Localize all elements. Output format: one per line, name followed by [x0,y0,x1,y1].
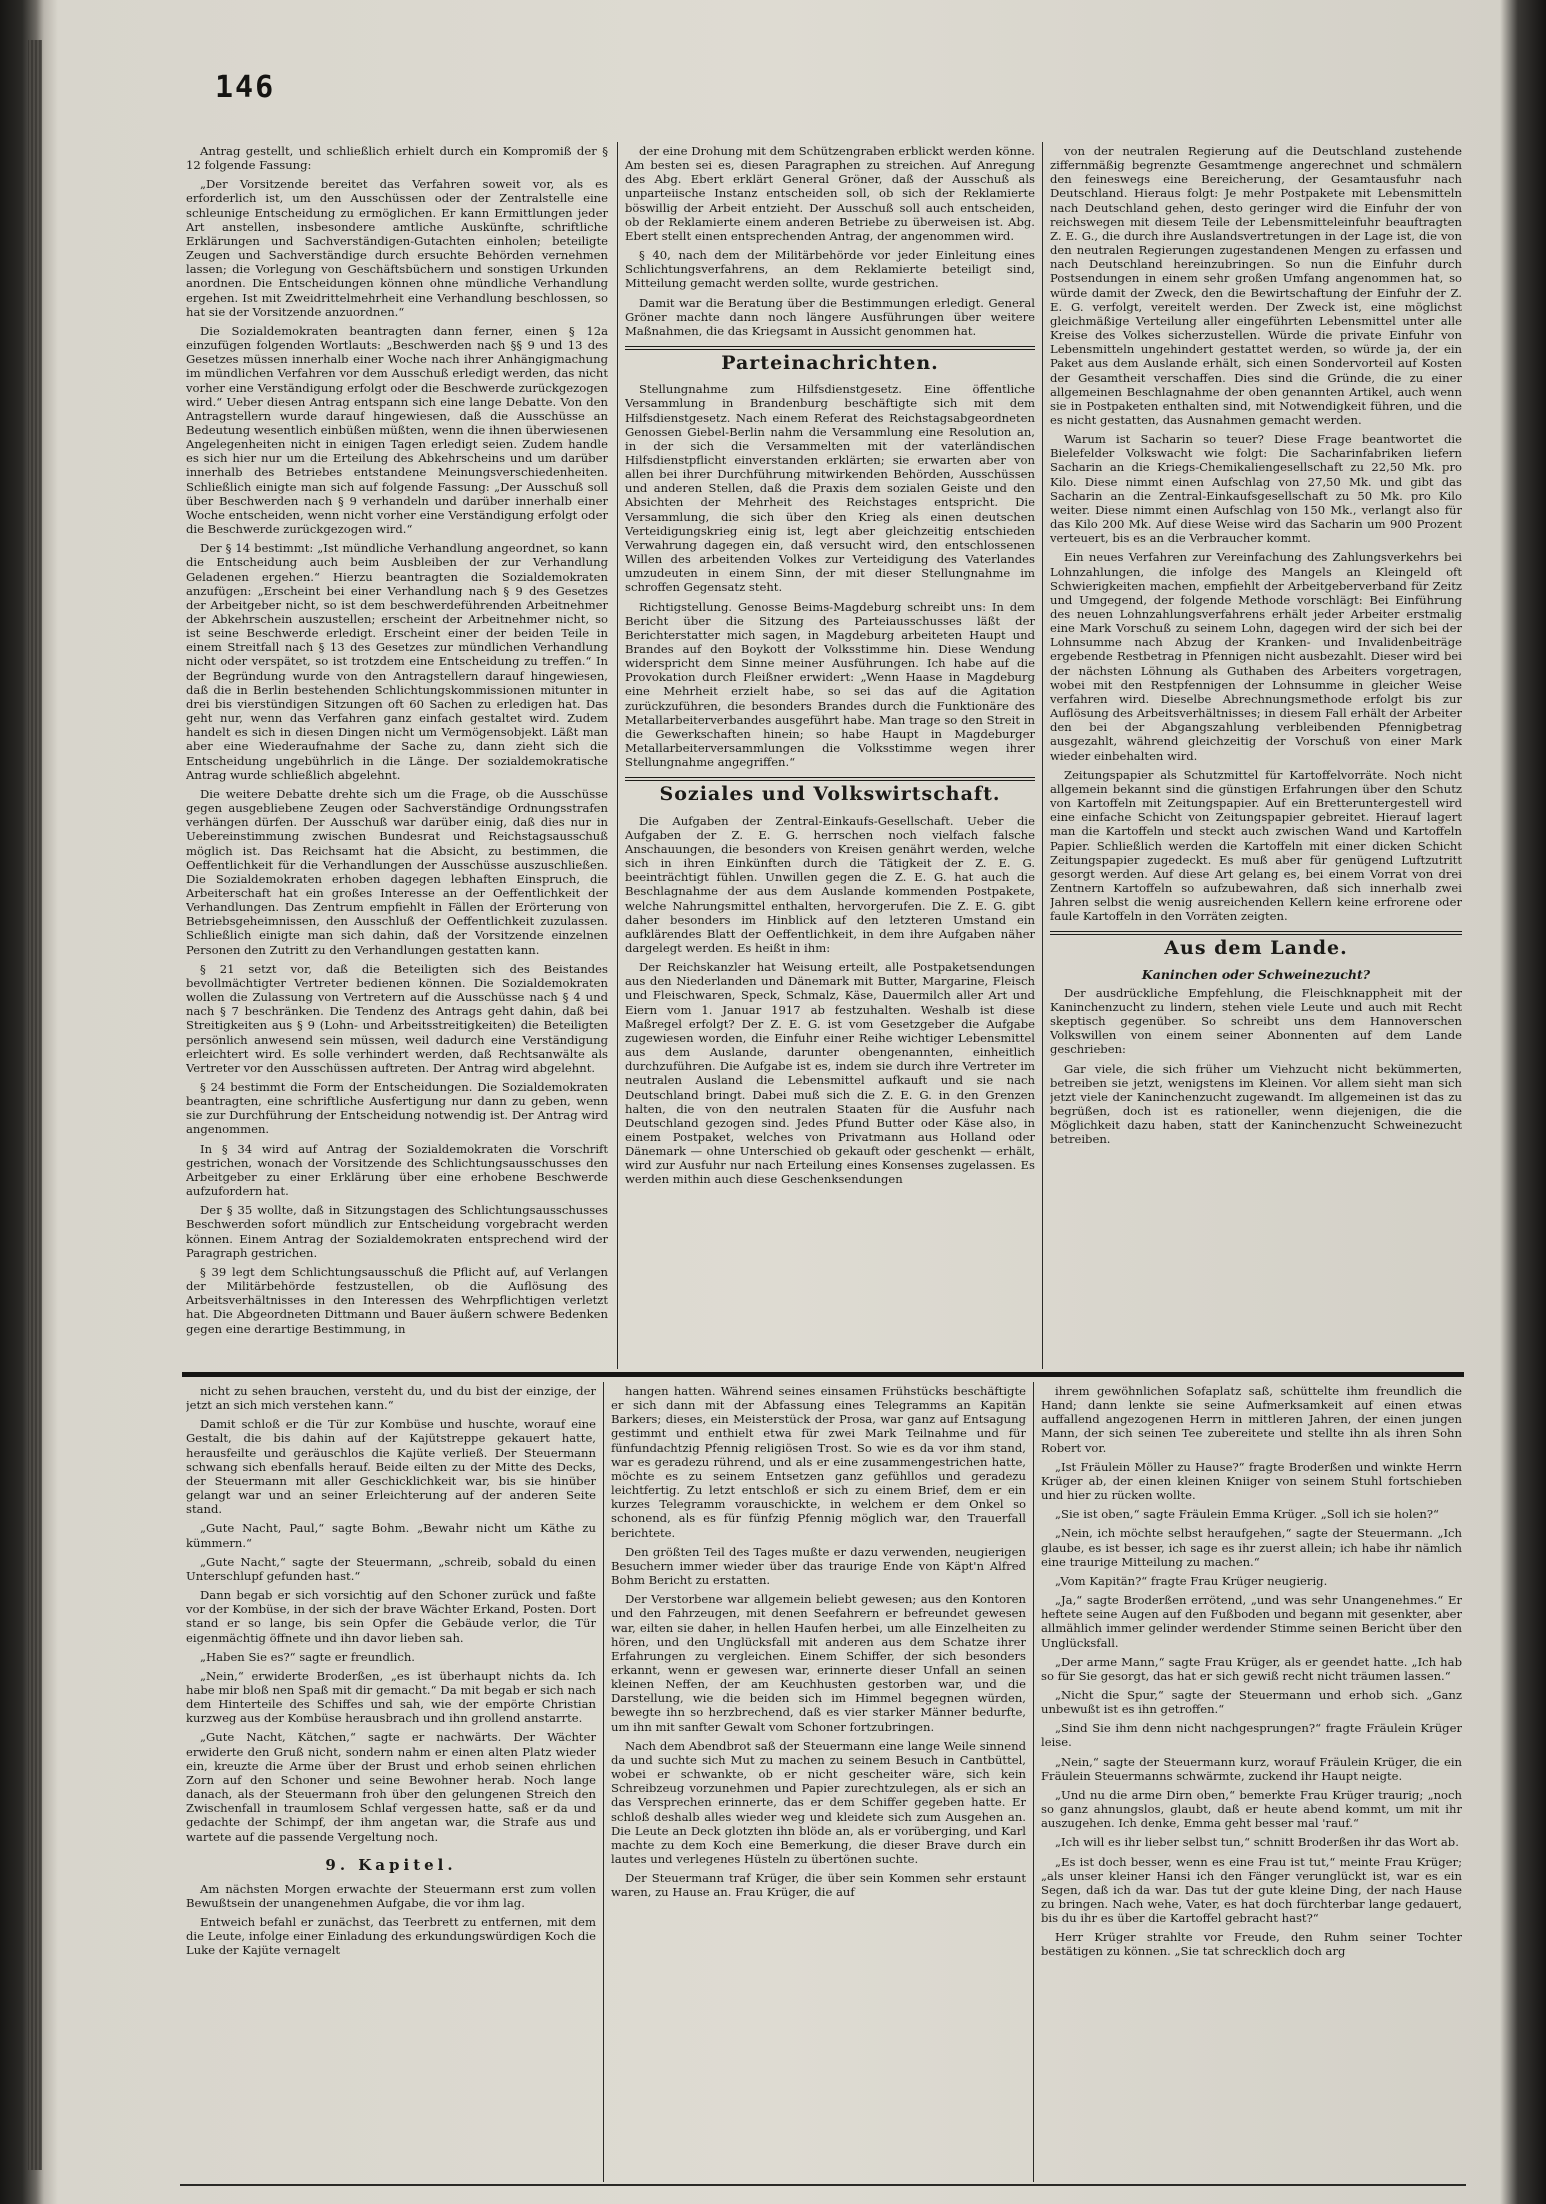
feuilleton-paragraph: „Nicht die Spur,“ sagte der Steuermann und erhob sich. „Ganz unbewußt ist es ihn getroffen.“ [1041,1687,1462,1717]
feuilleton-paragraph: Am nächsten Morgen erwachte der Steuermann erst zum vollen Bewußtsein der unangenehmen Aufgabe, die vor ihm lag. [186,1881,596,1910]
feuilleton-paragraph: Nach dem Abendbrot saß der Steuermann eine lange Weile sinnend da und suchte sich Mut zu machen zu seinem Besuch in Cantbüttel, wobei er schwankte, ob er nicht gescheiter wäre, sich kein Schreibzeug vorzunehmen und Papier zurechtzulegen, als er sich an das Versprechen erinnerte, das er dem Schiffer gegeben hatte. Er schloß deshalb alles wieder weg und kleidete sich zum Ausgehen an. Die Leute an Deck glotzten ihn blöde an, als er vorüberging, und Karl machte zu dem Koch eine Bemerkung, die dieser Brave durch ein lautes und verlegenes Hüsteln zu übertönen suchte. [611,1738,1026,1866]
column-rule-2 [1042,142,1043,1369]
column-rule-3 [603,1382,604,2182]
feuilleton-paragraph: „Haben Sie es?“ sagte er freundlich. [200,1649,415,1664]
col1-paragraph: § 24 bestimmt die Form der Entscheidungen. Die Sozialdemokraten beantragten, eine schriftliche Ausfertigung nur dann zu geben, wenn sie zur Durchführung der Entscheidung notwendig ist. Der Antrag wird angenommen. [186,1080,608,1137]
page-number: 146 [215,70,276,105]
col2-paragraph: § 40, nach dem der Militärbehörde vor jeder Einleitung eines Schlichtungsverfahrens, an dem Reklamierte beteiligt sind, Mitteilung gemacht werden sollte, wurde gestrichen. [625,248,1035,291]
chapter-heading: 9. Kapitel. [325,1855,457,1874]
section-heading-from-the-country: Aus dem Lande. [1050,931,1462,959]
col3-paragraph: Gar viele, die sich früher um Viehzucht nicht bekümmerten, betreiben sie jetzt, wenigstens im Kleinen. Vor allem sieht man sich jetzt viele der Kaninchenzucht zugewandt. Im allgemeinen ist das zu begrüßen, doch ist es rationeller, wenn diejenigen, die die Möglichkeit dazu haben, statt der Kaninchenzucht Schweinezucht betreiben. [1050,1061,1462,1147]
feuilleton-column-1 [186,1384,596,2182]
col1-paragraph: § 39 legt dem Schlichtungsausschuß die Pflicht auf, auf Verlangen der Militärbehörde festzustellen, ob die Auflösung des Arbeitsverhältnisses in den Interessen des Wehrpflichtigen verletzt hat. Die Abgeordneten Dittmann und Bauer äußern schwere Bedenken gegen eine derartige Bestimmung, in [186,1264,608,1336]
col2-paragraph: Stellungnahme zum Hilfsdienstgesetz. Eine öffentliche Versammlung in Brandenburg beschäftigte sich mit dem Hilfsdienstgesetz. Nach einem Referat des Reichstagsabgeordneten Genossen Giebel-Berlin nahm die Versammlung eine Resolution an, in der sich die Versammelten mit der vaterländischen Hilfsdienstpflicht einverstanden erklärten; sie erwarten aber von allen bei ihrer Durchführung mitwirkenden Behörden, Ausschüssen und anderen Stellen, daß die Praxis dem sozialen Geiste und den Absichten der Mehrheit des Reichstages entspricht. Die Versammlung, die sich über den Krieg als einen deutschen Verteidigungskrieg einig ist, legt aber gleichzeitig entschieden Verwahrung dagegen ein, daß versucht wird, den entschlossenen Willen des arbeitenden Volkes zur Verteidigung des Vaterlandes umzudeuten in einem Sinn, der mit dieser Stellungnahme im schroffen Gegensatz steht. [625,382,1035,595]
feuilleton-paragraph: „Nein,“ sagte der Steuermann kurz, worauf Fräulein Krüger, die ein Fräulein Steuermanns schwärmte, zuckend ihr Haupt neigte. [1041,1754,1462,1783]
col1-paragraph: „Der Vorsitzende bereitet das Verfahren soweit vor, als es erforderlich ist, um den Ausschüssen oder der Zentralstelle eine schleunige Entscheidung zu ermöglichen. Er kann Ermittlungen jeder Art anstellen, insbesondere amtliche Auskünfte, schriftliche Erklärungen und Sachverständigen-Gutachten einholen; beteiligte Zeugen und Sachverständige durch ersuchte Behörden vernehmen lassen; die Vorlegung von Geschäftsbüchern und sonstigen Urkunden anordnen. Die Entscheidungen können ohne mündliche Verhandlung ergehen. Ist mit Zweidrittelmehrheit eine Verhandlung beschlossen, so hat sie der Vorsitzende anzuordnen.“ [186,177,608,319]
col1-paragraph: Die Sozialdemokraten beantragten dann ferner, einen § 12a einzufügen folgenden Wortlauts: „Beschwerden nach §§ 9 und 13 des Gesetzes müssen innerhalb einer Woche nach ihrer Anhängigmachung im mündlichen Verfahren vor dem Ausschuß erledigt werden, das nicht vorher eine Verständigung erfolgt oder die Beschwerde zurückgezogen wird.“ Ueber diesen Antrag entspann sich eine lange Debatte. Von den Antragstellern wurde darauf hingewiesen, daß die Ausschüsse an Bedeutung wesentlich einbüßen müßten, wenn die ihnen überwiesenen Angelegenheiten nicht in einigen Tagen erledigt seien. Zudem handle es sich hier nur um die Erteilung des Abkehrscheins und um darüber innerhalb des Betriebes entstandene Meinungsverschiedenheiten. Schließlich einigte man sich auf folgende Fassung: „Der Ausschuß soll über Beschwerden nach § 9 verhandeln und darüber innerhalb einer Woche entscheiden, wenn nicht vorher eine Verständigung erfolgt oder die Beschwerde zurückgezogen wird.“ [186,323,608,537]
section-heading-party-news: Parteinachrichten. [625,346,1035,374]
feuilleton-paragraph: „Gute Nacht, Kätchen,“ sagte er nachwärts. Der Wächter erwiderte den Gruß nicht, sondern nahm er einen alten Platz wieder ein, kreuzte die Arme über der Brust und erhob seinen ehrlichen Zorn auf den Schoner und seine Bewohner herab. Noch lange danach, als der Steuermann froh über den gelungenen Streich den Zwischenfall in traumlosem Schlaf vergessen hatte, saß er da und gedachte der Schimpf, der ihm angetan war, die Strafe aus und wartete auf die passende Vergeltung noch. [186,1730,596,1844]
col2-paragraph: Die Aufgaben der Zentral-Einkaufs-Gesellschaft. Ueber die Aufgaben der Z. E. G. herrschen noch vielfach falsche Anschauungen, die besonders von Kreisen genährt werden, welche sich in ihren Einkünften durch die Tätigkeit der Z. E. G. beeinträchtigt fühlen. Unwillen gegen die Z. E. G. hat auch die Beschlagnahme der aus dem Auslande kommenden Postpakete, welche Nahrungsmittel enthalten, hervorgerufen. Die Z. E. G. gibt daher besonders im Hinblick auf den letzteren Umstand ein aufklärendes Blatt der Oeffentlichkeit, in dem ihre Aufgaben näher dargelegt werden. Es heißt in ihm: [625,813,1035,955]
col2-paragraph: Richtigstellung. Genosse Beims-Magdeburg schreibt uns: In dem Bericht über die Sitzung des Parteiausschusses läßt der Berichterstatter mich sagen, in Magdeburg arbeiteten Haupt und Brandes auf den Boykott der Volksstimme hin. Diese Wendung widerspricht dem Sinne meiner Ausführungen. Ich habe auf die Provokation durch Fleißner erwidert: „Wenn Haase in Magdeburg eine Mehrheit erzielt habe, so sei das auf die Agitation zurückzuführen, die besonders Brandes durch die Funktionäre des Metallarbeiterverbandes ausgeführt habe. Man trage so den Streit in die Gewerkschaften hinein; so habe Haupt in Magdeburger Metallarbeiterversammlungen die Volksstimme wegen ihrer Stellungnahme angegriffen.“ [625,599,1035,770]
feuilleton-paragraph: „Ich will es ihr lieber selbst tun,“ schnitt Broderßen ihr das Wort ab. [1055,1835,1459,1850]
feuilleton-paragraph: nicht zu sehen brauchen, versteht du, und du bist der einzige, der jetzt an sich mich verstehen kann.“ [186,1384,596,1413]
feuilleton-paragraph: „Es ist doch besser, wenn es eine Frau ist tut,“ meinte Frau Krüger; „als unser kleiner Hansi ich den Fänger verunglückt ist, war es ein Segen, daß ich da war. Das tut der gute kleine Ding, der nach Hause zu bringen. Nach wehe, Vater, es hat doch fürchterbar lange gedauert, bis du ihr es über die Kartoffel gebracht hast?“ [1041,1854,1462,1926]
feuilleton-paragraph: ihrem gewöhnlichen Sofaplatz saß, schüttelte ihm freundlich die Hand; dann lenkte sie seine Aufmerksamkeit auf einen etwas auffallend angezogenen Herrn in mittleren Jahren, der einen jungen Mann, der sich seinen Tee zubereitete und stellte ihn als ihren Sohn Robert vor. [1041,1384,1462,1455]
article-subheading: Kaninchen oder Schweinezucht? [1141,966,1371,982]
col2-paragraph: der eine Drohung mit dem Schützengraben erblickt werden könne. Am besten sei es, diesen Paragraphen zu streichen. Auf Anregung des Abg. Ebert erklärt General Gröner, daß der Ausschuß als unparteiische Instanz entscheiden soll, ob sich der Reklamierte böswillig der Arbeit entzieht. Der Ausschuß soll auch entscheiden, ob der Reklamierte einem anderen Betriebe zu überweisen ist. Abg. Ebert stellt einen entsprechenden Antrag, der angenommen wird. [625,144,1035,243]
column-1 [186,144,608,1368]
feuilleton-paragraph: Damit schloß er die Tür zur Kombüse und huschte, worauf eine Gestalt, die bis dahin auf der Kajütstreppe gekauert hatte, herausfeilte und geräuschlos die Kajüte verließ. Der Steuermann schwang sich ebenfalls herauf. Beide eilten zu der Mitte des Decks, der Steuermann mit aller Geschicklichkeit war, bis sie hinüber gelangt war und an seiner Erleichterung auf der anderen Seite stand. [186,1417,596,1517]
column-rule-4 [1033,1382,1034,2182]
col2-paragraph: Der Reichskanzler hat Weisung erteilt, alle Postpaketsendungen aus den Niederlanden und Dänemark mit Butter, Margarine, Fleisch und Fleischwaren, Speck, Schmalz, Käse, Dauermilch aller Art und Eiern vom 1. Januar 1917 ab festzuhalten. Weshalb ist diese Maßregel erfolgt? Der Z. E. G. ist vom Gesetzgeber die Aufgabe zugewiesen worden, die Einfuhr einer Reihe wichtiger Lebensmittel aus dem Auslande, darunter obengenannten, einheitlich durchzuführen. Die Aufgabe ist es, indem sie durch ihre Vertreter im neutralen Ausland die Lebensmittel aufkauft und sie nach Deutschland bringt. Dabei muß sich die Z. E. G. in den Grenzen halten, die von den neutralen Staaten für die Ausfuhr nach Deutschland gezogen sind. Jedes Pfund Butter oder Käse also, in einem Postpaket, welches von Privatmann aus Holland oder Dänemark — ohne Unterschied ob gekauft oder geschenkt — erhält, wird zur Ausfuhr nur nach Erteilung eines Konsenses zugelassen. Es werden mithin auch diese Geschenksendungen [625,960,1035,1187]
feuilleton-paragraph: „Und nu die arme Dirn oben,“ bemerkte Frau Krüger traurig; „noch so ganz ahnungslos, glaubt, daß er heute abend kommt, um mit ihr auszugehen. Ich denke, Emma geht besser mal 'rauf.“ [1041,1787,1462,1831]
feuilleton-paragraph: „Ist Fräulein Möller zu Hause?“ fragte Broderßen und winkte Herrn Krüger ab, der einen kleinen Kniiger von seinem Stuhl fortschieben und hier zu rücken wollte. [1041,1459,1462,1503]
feuilleton-paragraph: „Der arme Mann,“ sagte Frau Krüger, als er geendet hatte. „Ich hab so für Sie gesorgt, das hat er sich gewiß recht nicht träumen lassen.“ [1041,1654,1462,1683]
feuilleton-paragraph: „Gute Nacht, Paul,“ sagte Bohm. „Bewahr nicht um Käthe zu kümmern.“ [186,1521,596,1550]
binding-edge [28,40,42,2170]
feuilleton-paragraph: Der Steuermann traf Krüger, die über sein Kommen sehr erstaunt waren, zu Hause an. Frau Krüger, die auf [611,1871,1026,1900]
col1-paragraph: Die weitere Debatte drehte sich um die Frage, ob die Ausschüsse gegen ausgebliebene Zeugen oder Sachverständige Ordnungsstrafen verhängen dürfen. Der Ausschuß war darüber einig, daß dies nur in Uebereinstimmung zwischen Bundesrat und Reichstagsausschuß möglich ist. Das Reichsamt hat die Absicht, zu bestimmen, die Oeffentlichkeit für die Verhandlungen der Ausschüsse auszuschließen. Die Sozialdemokraten erhoben dagegen lebhaften Einspruch, die Arbeiterschaft hat ein großes Interesse an der Oeffentlichkeit der Verhandlungen. Das Zentrum empfiehlt in Fällen der Erörterung von Betriebsgeheimnissen, den Ausschluß der Oeffentlichkeit zuzulassen. Schließlich einigte man sich dahin, daß der Vorsitzende einzelnen Personen den Zutritt zu den Verhandlungen gestatten kann. [186,786,608,957]
feuilleton-paragraph: Der Verstorbene war allgemein beliebt gewesen; aus den Kontoren und den Fahrzeugen, mit denen Seefahrern er befreundet gewesen war, eilten sie daher, in hellen Haufen herbei, um alle Einzelheiten zu hören, und den Unglücksfall mit anderen aus dem Schatze ihrer Erfahrungen zu vergleichen. Einem Schiffer, der sich besonders erkannt, wenn er gewesen war, erinnerte dieser Unfall an seinen kleinen Neffen, der am Keuchhusten gestorben war, und die Darstellung, wie die beiden sich im Himmel begegnen würden, bewegte ihn so herzbrechend, daß es vier starker Männer bedurfte, um ihn mit sanfter Gewalt vom Schoner fortzubringen. [611,1592,1026,1734]
col2-paragraph: Damit war die Beratung über die Bestimmungen erledigt. General Gröner machte dann noch längere Ausführungen über weitere Maßnahmen, die das Kriegsamt in Aussicht genommen hat. [625,295,1035,338]
col1-paragraph: In § 34 wird auf Antrag der Sozialdemokraten die Vorschrift gestrichen, wonach der Vorsitzende des Schlichtungsausschusses den Arbeitgeber zu einer Erklärung über eine erhobene Beschwerde aufzufordern hat. [186,1141,608,1199]
feuilleton-paragraph: „Vom Kapitän?“ fragte Frau Krüger neugierig. [1055,1573,1328,1588]
col1-paragraph: Der § 14 bestimmt: „Ist mündliche Verhandlung angeordnet, so kann die Entscheidung auch beim Ausbleiben der zur Verhandlung Geladenen ergehen.“ Hierzu beantragten die Sozialdemokraten anzufügen: „Erscheint bei einer Verhandlung nach § 9 des Gesetzes der Arbeitgeber nicht, so ist dem beschwerdeführenden Arbeitnehmer der Abkehrschein auszustellen; erscheint der Arbeitnehmer nicht, so ist seine Beschwerde erledigt. Erscheint einer der beiden Teile in einem Streitfall nach § 13 des Gesetzes zur mündlichen Verhandlung nicht oder verspätet, so ist trotzdem eine Entscheidung zu treffen.“ In der Begründung wurde von den Antragstellern darauf hingewiesen, daß die in Berlin bestehenden Schlichtungskommissionen mitunter in drei bis vierstündigen Sitzungen oft 60 Sachen zu erledigen hat. Das geht nur, wenn das Verfahren ganz einfach gestaltet wird. Zudem handelt es sich in diesen Dingen nicht um Vermögensobjekt. Läßt man aber eine Wiederaufnahme der Sache zu, dann zieht sich die Entscheidung ungebührlich in die Länge. Der sozialdemokratische Antrag wurde schließlich abgelehnt. [186,541,608,782]
col3-paragraph: von der neutralen Regierung auf die Deutschland zustehende ziffernmäßig begrenzte Gesamtmenge angerechnet und schmälern den feineswegs eine Bereicherung, der Gesamtausfuhr nach Deutschland. Hieraus folgt: Je mehr Postpakete mit Lebensmitteln nach Deutschland gehen, desto geringer wird die Einfuhr der von reichswegen mit diesem Teile der Lebensmitteleinfuhr beauftragten Z. E. G., die durch ihre Auslandsvertretungen in der Lage ist, die von den neutralen Regierungen zugestandenen Mengen zu erfassen und nach Deutschland hereinzubringen. So nun die Einfuhr durch Postsendungen in einem sehr großen Umfang angenommen hat, so würde damit der Zweck, den die Bewirtschaftung der Einfuhr der Z. E. G. verfolgt, vereitelt werden. Der Zweck ist, eine möglichst gleichmäßige Verteilung aller eingeführten Lebensmittel unter alle Kreise des Volkes sicherzustellen. Würde die private Einfuhr von Lebensmitteln ungehindert gestattet werden, so würde ja, der ein Paket aus dem Auslande erhält, sich einen Sondervorteil auf Kosten der Gesamtheit verschaffen. Dies sind die Gründe, die zu einer allgemeinen Beschlagnahme der oben genannten Artikel, auch wenn sie in Postpaketen enthalten sind, mit Notwendigkeit führen, und die es nicht gestatten, das Ausnahmen gemacht werden. [1050,144,1462,427]
feuilleton-paragraph: „Nein,“ erwiderte Broderßen, „es ist überhaupt nichts da. Ich habe mir bloß nen Spaß mit dir gemacht.“ Da mit begab er sich nach dem Hinterteile des Schiffes und sah, wie der empörte Christian kurzweg aus der Kombüse herausbrach und ihn grollend anstarrte. [186,1668,596,1726]
col1-paragraph: § 21 setzt vor, daß die Beteiligten sich des Beistandes bevollmächtigter Vertreter bedienen können. Die Sozialdemokraten wollen die Zulassung von Vertretern auf die Ausschüsse nach § 4 und nach § 7 beschränken. Die Tendenz des Antrags geht dahin, daß bei Streitigkeiten aus § 9 (Lohn- und Arbeitsstreitigkeiten) die Beteiligten persönlich anwesend sein müssen, weil dadurch eine Verständigung erleichtert wird. Es solle verhindert werden, daß Rechtsanwälte als Vertreter vor den Ausschüssen auftreten. Der Antrag wird abgelehnt. [186,961,608,1075]
section-heading-social-economy: Soziales und Volkswirtschaft. [625,777,1035,805]
feuilleton-paragraph: Herr Krüger strahlte vor Freude, den Ruhm seiner Tochter bestätigen zu können. „Sie tat schrecklich doch arg [1041,1930,1462,1959]
col3-paragraph: Warum ist Sacharin so teuer? Diese Frage beantwortet die Bielefelder Volkswacht wie folgt: Die Sacharinfabriken liefern Sacharin an die Kriegs-Chemikaliengesellschaft zu 22,50 Mk. pro Kilo. Diese nimmt einen Aufschlag von 27,50 Mk. und gibt das Sacharin an die Zentral-Einkaufsgesellschaft zu 50 Mk. pro Kilo weiter. Diese nimmt einen Aufschlag von 150 Mk., verlangt also für das Kilo 200 Mk. Auf diese Weise wird das Sacharin um 900 Prozent verteuert, bis es an die Verbraucher kommt. [1050,432,1462,546]
feuilleton-paragraph: „Ja,“ sagte Broderßen errötend, „und was sehr Unangenehmes.“ Er heftete seine Augen auf den Fußboden und begann mit gesenkter, aber allmählich immer gelinder werdender Stimme seinen Bericht über den Unglücksfall. [1041,1593,1462,1650]
col3-paragraph: Zeitungspapier als Schutzmittel für Kartoffelvorräte. Noch nicht allgemein bekannt sind die günstigen Erfahrungen über den Schutz von Kartoffeln mit Zeitungspapier. Auf ein Bretteruntergestell wird eine einfache Schicht von Zeitungspapier gebreitet. Hierauf lagert man die Kartoffeln und steckt auch zwischen Wand und Kartoffeln Papier. Schließlich werden die Kartoffeln mit einer dicken Schicht Zeitungspapier zugedeckt. Es muß aber für genügend Luftzutritt gesorgt werden. Auf diese Art gelang es, bei einem Vorrat von drei Zentnern Kartoffeln so aufzubewahren, daß sich innerhalb zwei Jahren selbst die wenig ausreichenden Kellern keine erfrorene oder faule Kartoffeln in den Vorräten zeigten. [1050,767,1462,924]
feuilleton-divider [182,1372,1464,1377]
col1-paragraph: Antrag gestellt, und schließlich erhielt durch ein Kompromiß der § 12 folgende Fassung: [186,144,608,173]
feuilleton-paragraph: „Gute Nacht,“ sagte der Steuermann, „schreib, sobald du einen Unterschlupf gefunden hast.“ [186,1554,596,1583]
feuilleton-paragraph: „Sie ist oben,“ sagte Fräulein Emma Krüger. „Soll ich sie holen?“ [1055,1507,1439,1522]
feuilleton-paragraph: Den größten Teil des Tages mußte er dazu verwenden, neugierigen Besuchern immer wieder über das traurige Ende von Käpt'n Alfred Bohm Bericht zu erstatten. [611,1544,1026,1588]
feuilleton-paragraph: Dann begab er sich vorsichtig auf den Schoner zurück und faßte vor der Kombüse, in der sich der brave Wächter Erkand, Posten. Dort stand er so lange, bis sein Opfer die Gebäude verlor, die Tür eigenmächtig öffnete und ihn davor lieben sah. [186,1588,596,1645]
bottom-rule [180,2184,1466,2186]
feuilleton-paragraph: hangen hatten. Während seines einsamen Frühstücks beschäftigte er sich dann mit der Abfassung eines Telegramms an Kapitän Barkers; dieses, ein Meisterstück der Prosa, war ganz auf Entsagung gestimmt und enthielt etwa für zwei Mark Teilnahme und für fünfundachtzig Pfennig religiösen Trost. So wie es da vor ihm stand, war es geradezu rührend, und als er eine zusammengestrichen hatte, möchte es zu seinem Entsetzen ganz gefühllos und geradezu leichtfertig. Zu letzt entschloß er sich zu einem Brief, dem er ein kurzes Telegramm vorauschickte, in welchem er dem Onkel so schonend, als es für fünfzig Pfennig möglich war, den Trauerfall berichtete. [611,1384,1026,1540]
feuilleton-paragraph: „Nein, ich möchte selbst heraufgehen,“ sagte der Steuermann. „Ich glaube, es ist besser, ich sage es ihr zuerst allein; ich habe ihr nämlich eine traurige Mitteilung zu machen.“ [1041,1526,1462,1569]
column-3 [1050,144,1462,1368]
feuilleton-column-3 [1041,1384,1462,2182]
col3-paragraph: Ein neues Verfahren zur Vereinfachung des Zahlungsverkehrs bei Lohnzahlungen, die infolge des Mangels an Kleingeld oft Schwierigkeiten machen, empfiehlt der Arbeitgeberverband für Zeitz und Umgegend, der folgende Methode vorschlägt: Bei Einführung des neuen Lohnzahlungsverfahrens erhält jeder Arbeiter erstmalig eine Mark Vorschuß zu seinem Lohn, dagegen wird der sich bei der Lohnsumme nach Abzug der Kranken- und Invalidenbeiträge ergebende Restbetrag in Pfennigen nicht ausbezahlt. Dieser wird bei der nächsten Löhnung als Guthaben des Arbeiters vorgetragen, wobei mit den Restpfennigen der Lohnsumme in gleicher Weise verfahren wird. Dieselbe Abrechnungsmethode erfolgt bis zur Auflösung des Arbeitsverhältnisses; in diesem Fall erhält der Arbeiter den bei der Abgangszahlung verbleibenden Pfennigbetrag ausgezahlt, während gleichzeitig der Vorschuß von einer Mark wieder einbehalten wird. [1050,550,1462,763]
feuilleton-paragraph: Entweich befahl er zunächst, das Teerbrett zu entfernen, mit dem die Leute, infolge einer Einladung des erkundungswürdigen Koch die Luke der Kajüte vernagelt [186,1915,596,1958]
feuilleton-column-2 [611,1384,1026,2182]
column-rule-1 [617,142,618,1369]
col3-paragraph: Der ausdrückliche Empfehlung, die Fleischknappheit mit der Kaninchenzucht zu lindern, stehen viele Leute und auch mit Recht skeptisch gegenüber. So schreibt uns dem Hannoverschen Volkswillen von einem seiner Abonnenten auf dem Lande geschrieben: [1050,985,1462,1057]
col1-paragraph: Der § 35 wollte, daß in Sitzungstagen des Schlichtungsausschusses Beschwerden sofort mündlich zur Entscheidung vorgebracht werden können. Einem Antrag der Sozialdemokraten entsprechend wird der Paragraph gestrichen. [186,1203,608,1260]
feuilleton-paragraph: „Sind Sie ihm denn nicht nachgesprungen?“ fragte Fräulein Krüger leise. [1041,1721,1462,1750]
column-2 [625,144,1035,1368]
